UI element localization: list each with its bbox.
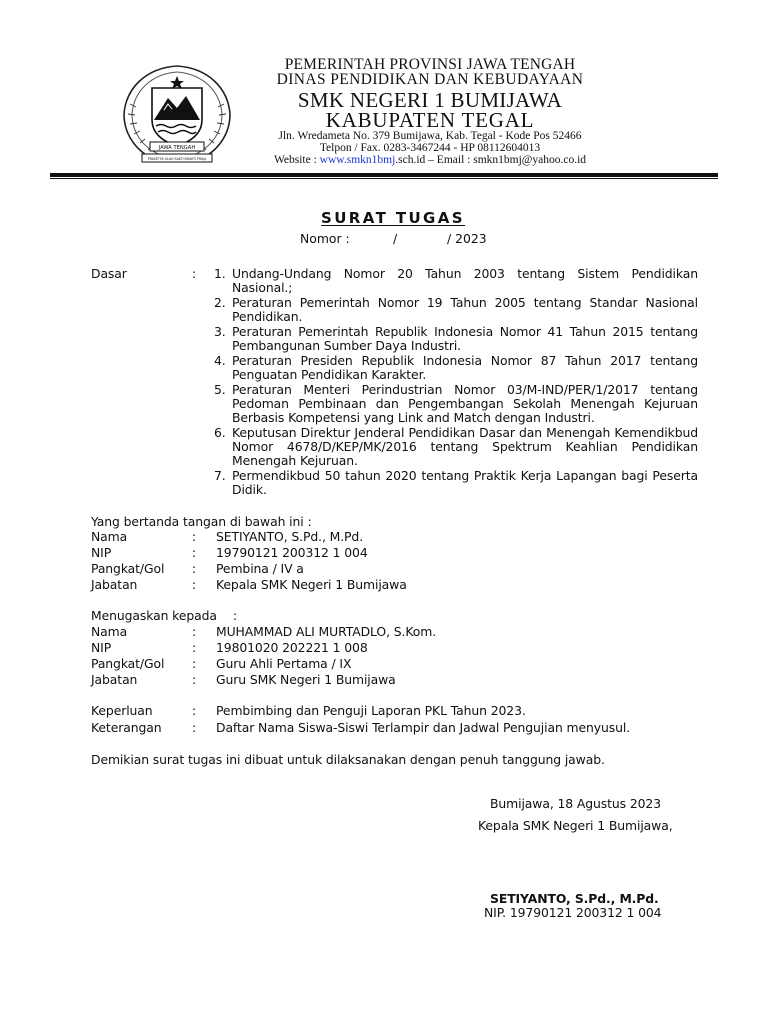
list-item-text: Peraturan Pemerintah Republik Indonesia Nomor 41 Tahun 2015 tentang Pembangunan Sumber Daya Industri. xyxy=(232,324,698,353)
nomor-label: Nomor : xyxy=(300,231,350,246)
website-label: Website : xyxy=(273,154,320,166)
signer-pangkat-value: Pembina / IV a xyxy=(216,561,304,576)
colon: : xyxy=(192,624,197,639)
list-item xyxy=(214,426,698,468)
colon: : xyxy=(192,656,197,671)
signer-nama-label: Nama xyxy=(91,529,128,544)
letterhead-school-name: SMK NEGERI 1 BUMIJAWA xyxy=(297,88,563,112)
keterangan-label: Keterangan xyxy=(91,720,162,735)
document-title: SURAT TUGAS xyxy=(321,209,465,227)
letterhead-thin-rule xyxy=(50,178,718,179)
website-email-rest: .sch.id – Email : smkn1bmj@yahoo.co.id xyxy=(395,154,587,166)
assignee-nama-value: MUHAMMAD ALI MURTADLO, S.Kom. xyxy=(216,624,437,639)
letterhead-regency: KABUPATEN TEGAL xyxy=(325,108,535,132)
dasar-label: Dasar xyxy=(91,266,127,281)
letterhead-phone: Telpon / Fax. 0283-3467244 - HP 08112604013 xyxy=(319,142,541,154)
signer-nip-value: 19790121 200312 1 004 xyxy=(216,545,368,560)
assignee-nama-label: Nama xyxy=(91,624,128,639)
colon: : xyxy=(192,529,197,544)
assignee-jabatan-value: Guru SMK Negeri 1 Bumijawa xyxy=(216,672,396,687)
nomor-separator: / xyxy=(393,231,398,246)
colon: : xyxy=(192,545,197,560)
letterhead-province: PEMERINTAH PROVINSI JAWA TENGAH xyxy=(284,56,576,73)
closing-statement: Demikian surat tugas ini dibuat untuk dilaksanakan dengan penuh tanggung jawab. xyxy=(91,752,605,767)
colon: : xyxy=(192,672,197,687)
signer-nip-label: NIP xyxy=(91,545,112,560)
list-item-text: Peraturan Presiden Republik Indonesia Nomor 87 Tahun 2017 tentang Penguatan Pendidikan Karakter. xyxy=(232,353,698,382)
dasar-colon: : xyxy=(192,266,197,281)
list-item-text: Keputusan Direktur Jenderal Pendidikan Dasar dan Menengah Kemendikbud Nomor 4678/D/KEP/MK/2016 tentang Spektrum Keahlian Pendidikan Menengah Kejuruan. xyxy=(232,425,698,468)
list-item-number: 1. xyxy=(214,266,226,281)
list-item xyxy=(214,267,698,295)
list-item-text: Permendikbud 50 tahun 2020 tentang Praktik Kerja Lapangan bagi Peserta Didik. xyxy=(232,468,698,497)
signer-nama-value: SETIYANTO, S.Pd., M.Pd. xyxy=(216,529,364,544)
dasar-list xyxy=(214,267,698,498)
assignee-pangkat-value: Guru Ahli Pertama / IX xyxy=(216,656,352,671)
list-item xyxy=(214,383,698,425)
signature-place-date: Bumijawa, 18 Agustus 2023 xyxy=(490,796,661,811)
assignee-pangkat-label: Pangkat/Gol xyxy=(91,656,165,671)
list-item-number: 2. xyxy=(214,295,226,310)
list-item-text: Peraturan Menteri Perindustrian Nomor 03/M-IND/PER/1/2017 tentang Pedoman Pembinaan dan Pengembangan Sekolah Menengah Kejuruan Berbasis Kompetensi yang Link and Match dengan Industri. xyxy=(232,382,698,425)
colon: : xyxy=(192,561,197,576)
colon: : xyxy=(192,720,197,735)
letterhead-department: DINAS PENDIDIKAN DAN KEBUDAYAAN xyxy=(276,71,584,88)
website-link[interactable]: www.smkn1bmj xyxy=(319,154,396,166)
list-item-number: 3. xyxy=(214,324,226,339)
assignee-nip-label: NIP xyxy=(91,640,112,655)
list-item-number: 4. xyxy=(214,353,226,368)
letterhead-address: Jln. Wredameta No. 379 Bumijawa, Kab. Tegal - Kode Pos 52466 xyxy=(278,130,582,142)
letterhead-thick-rule xyxy=(50,173,718,177)
letterhead-website-email xyxy=(254,154,606,166)
list-item-number: 6. xyxy=(214,425,226,440)
logo-motto-text: PRASETYA ULAH SAKTI BHAKTI PRAJA xyxy=(147,157,207,161)
list-item xyxy=(214,296,698,324)
nomor-year: / 2023 xyxy=(447,231,487,246)
logo-banner-text: JAWA TENGAH xyxy=(158,145,196,151)
signer-intro: Yang bertanda tangan di bawah ini : xyxy=(91,514,312,529)
list-item xyxy=(214,325,698,353)
colon: : xyxy=(233,608,238,623)
signature-role: Kepala SMK Negeri 1 Bumijawa, xyxy=(478,818,673,833)
keperluan-label: Keperluan xyxy=(91,703,153,718)
jawa-tengah-emblem-logo xyxy=(120,58,234,168)
list-item-number: 5. xyxy=(214,382,226,397)
assignee-nip-value: 19801020 202221 1 008 xyxy=(216,640,368,655)
keterangan-value: Daftar Nama Siswa-Siswi Terlampir dan Jadwal Pengujian menyusul. xyxy=(216,720,631,735)
list-item xyxy=(214,354,698,382)
list-item-text: Peraturan Pemerintah Nomor 19 Tahun 2005 tentang Standar Nasional Pendidikan. xyxy=(232,295,698,324)
list-item xyxy=(214,469,698,497)
assign-intro: Menugaskan kepada xyxy=(91,608,217,623)
assignee-jabatan-label: Jabatan xyxy=(91,672,138,687)
list-item-text: Undang-Undang Nomor 20 Tahun 2003 tentang Sistem Pendidikan Nasional.; xyxy=(232,266,698,295)
signer-pangkat-label: Pangkat/Gol xyxy=(91,561,165,576)
colon: : xyxy=(192,640,197,655)
list-item-number: 7. xyxy=(214,468,226,483)
signer-jabatan-value: Kepala SMK Negeri 1 Bumijawa xyxy=(216,577,407,592)
colon: : xyxy=(192,577,197,592)
signer-jabatan-label: Jabatan xyxy=(91,577,138,592)
colon: : xyxy=(192,703,197,718)
signature-nip: NIP. 19790121 200312 1 004 xyxy=(484,905,662,920)
keperluan-value: Pembimbing dan Penguji Laporan PKL Tahun 2023. xyxy=(216,703,526,718)
signature-name: SETIYANTO, S.Pd., M.Pd. xyxy=(490,891,659,906)
